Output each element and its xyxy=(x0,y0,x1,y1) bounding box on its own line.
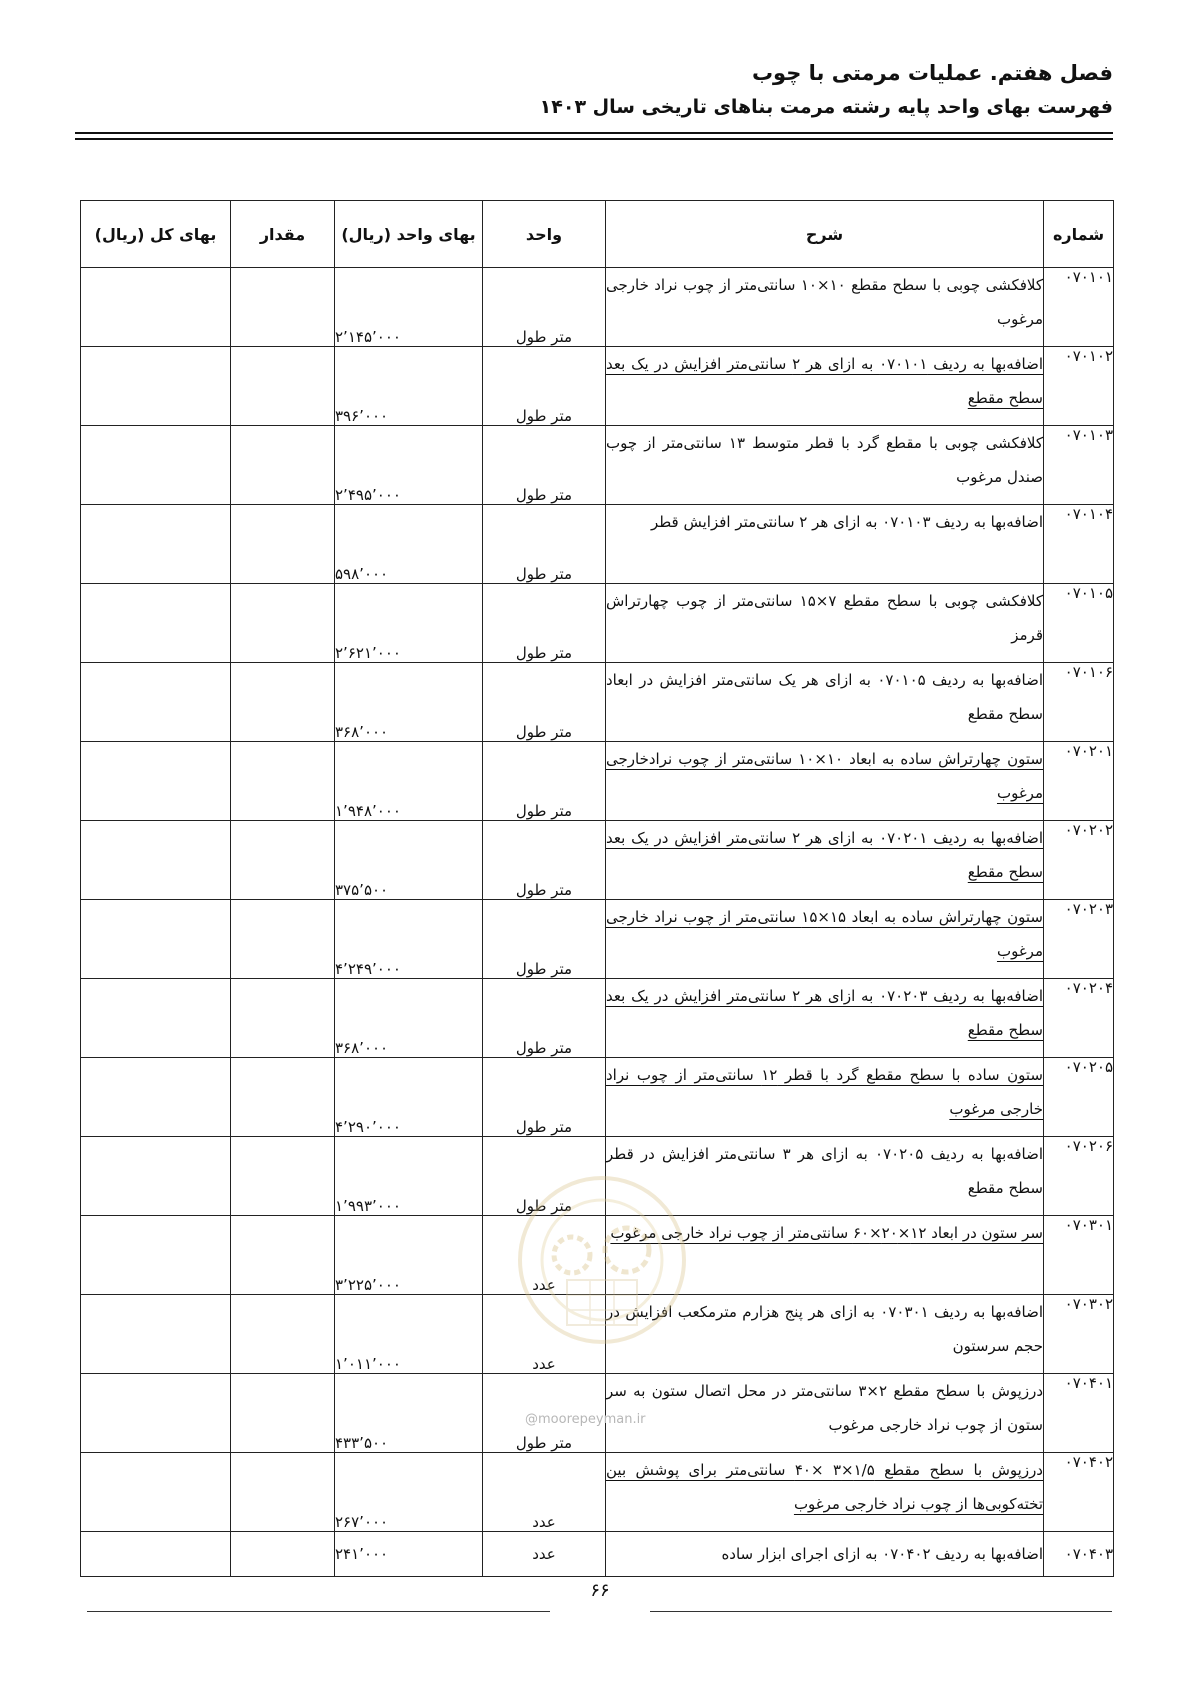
item-description-text: اضافه‌بها به ردیف ۰۷۰۲۰۱ به ازای هر ۲ سانتی‌متر افزایش در یک بعد سطح مقطع xyxy=(606,829,1043,881)
item-description xyxy=(606,505,1044,584)
page-header xyxy=(540,58,1113,122)
table-row xyxy=(81,426,1114,505)
item-unit: متر طول xyxy=(483,426,606,505)
item-description-text: کلافکشی چوبی با مقطع گرد با قطر متوسط ۱۳ سانتی‌متر از چوب صندل مرغوب xyxy=(606,434,1044,486)
item-total-price xyxy=(81,1532,231,1577)
item-number: ۰۷۰۲۰۳ xyxy=(1044,900,1114,979)
table-body xyxy=(81,268,1114,1577)
item-quantity xyxy=(231,1216,335,1295)
item-description xyxy=(606,1295,1044,1374)
item-unit: متر طول xyxy=(483,979,606,1058)
item-unit-price: ۴٬۲۴۹٬۰۰۰ xyxy=(335,900,483,979)
item-description xyxy=(606,1532,1044,1577)
item-description-text: اضافه‌بها به ردیف ۰۷۰۱۰۱ به ازای هر ۲ سانتی‌متر افزایش در یک بعد سطح مقطع xyxy=(606,355,1043,407)
item-quantity xyxy=(231,268,335,347)
item-total-price xyxy=(81,347,231,426)
table-row xyxy=(81,821,1114,900)
item-total-price xyxy=(81,821,231,900)
item-number: ۰۷۰۲۰۵ xyxy=(1044,1058,1114,1137)
table-header-row xyxy=(81,201,1114,268)
item-number: ۰۷۰۱۰۳ xyxy=(1044,426,1114,505)
column-header-quantity: مقدار xyxy=(231,201,335,268)
table-row xyxy=(81,900,1114,979)
item-unit-price: ۳۹۶٬۰۰۰ xyxy=(335,347,483,426)
item-unit: متر طول xyxy=(483,1137,606,1216)
item-total-price xyxy=(81,742,231,821)
item-description xyxy=(606,979,1044,1058)
item-description-text: ستون چهارتراش ساده به ابعاد ۱۵×۱۵ سانتی‌متر از چوب نراد خارجی مرغوب xyxy=(606,908,1044,960)
item-description xyxy=(606,347,1044,426)
item-unit: عدد xyxy=(483,1216,606,1295)
item-number: ۰۷۰۲۰۶ xyxy=(1044,1137,1114,1216)
document-subtitle: فهرست بهای واحد پایه رشته مرمت بناهای تاریخی سال ۱۴۰۳ xyxy=(539,96,1113,118)
item-unit: متر طول xyxy=(483,584,606,663)
item-unit: متر طول xyxy=(483,821,606,900)
footer-rule-left xyxy=(87,1611,550,1612)
item-quantity xyxy=(231,900,335,979)
item-quantity xyxy=(231,347,335,426)
item-unit-price: ۱٬۹۹۳٬۰۰۰ xyxy=(335,1137,483,1216)
item-unit: متر طول xyxy=(483,1058,606,1137)
item-number: ۰۷۰۴۰۲ xyxy=(1044,1453,1114,1532)
chapter-title: فصل هفتم. عملیات مرمتی با چوب xyxy=(751,61,1113,85)
item-unit-price: ۳۶۸٬۰۰۰ xyxy=(335,979,483,1058)
item-quantity xyxy=(231,979,335,1058)
table-row xyxy=(81,1216,1114,1295)
table-row xyxy=(81,584,1114,663)
item-unit: متر طول xyxy=(483,742,606,821)
table-row xyxy=(81,1532,1114,1577)
item-description xyxy=(606,268,1044,347)
table-row xyxy=(81,1137,1114,1216)
item-unit-price: ۴۳۳٬۵۰۰ xyxy=(335,1374,483,1453)
column-header-total-price: بهای کل (ریال) xyxy=(81,201,231,268)
item-quantity xyxy=(231,1137,335,1216)
item-description-text: اضافه‌بها به ردیف ۰۷۰۱۰۵ به ازای هر یک سانتی‌متر افزایش در ابعاد سطح مقطع xyxy=(606,671,1043,723)
item-description-text: کلافکشی چوبی با سطح مقطع ۱۰×۱۰ سانتی‌متر از چوب نراد خارجی مرغوب xyxy=(606,276,1043,328)
item-description-text: ستون ساده با سطح مقطع گرد با قطر ۱۲ سانتی‌متر از چوب نراد خارجی مرغوب xyxy=(606,1066,1043,1118)
item-quantity xyxy=(231,742,335,821)
item-total-price xyxy=(81,268,231,347)
page-number: ۶۶ xyxy=(590,1580,610,1601)
item-total-price xyxy=(81,1216,231,1295)
item-unit-price: ۱٬۹۴۸٬۰۰۰ xyxy=(335,742,483,821)
price-table xyxy=(80,200,1114,1577)
item-number: ۰۷۰۱۰۱ xyxy=(1044,268,1114,347)
item-total-price xyxy=(81,900,231,979)
column-header-number: شماره xyxy=(1044,201,1114,268)
item-quantity xyxy=(231,505,335,584)
table-row xyxy=(81,742,1114,821)
item-unit: متر طول xyxy=(483,268,606,347)
item-description xyxy=(606,742,1044,821)
item-quantity xyxy=(231,1532,335,1577)
item-quantity xyxy=(231,1295,335,1374)
item-description xyxy=(606,1374,1044,1453)
item-total-price xyxy=(81,1137,231,1216)
item-unit: عدد xyxy=(483,1453,606,1532)
item-unit: عدد xyxy=(483,1532,606,1577)
item-unit-price: ۲٬۶۲۱٬۰۰۰ xyxy=(335,584,483,663)
header-rule-double xyxy=(75,138,1113,140)
table-row xyxy=(81,1295,1114,1374)
item-unit-price: ۲٬۴۹۵٬۰۰۰ xyxy=(335,426,483,505)
item-unit-price: ۲٬۱۴۵٬۰۰۰ xyxy=(335,268,483,347)
item-description-text: کلافکشی چوبی با سطح مقطع ۷×۱۵ سانتی‌متر از چوب چهارتراش قرمز xyxy=(606,592,1043,644)
item-description xyxy=(606,821,1044,900)
item-unit-price: ۳٬۲۲۵٬۰۰۰ xyxy=(335,1216,483,1295)
item-description-text: اضافه‌بها به ردیف ۰۷۰۱۰۳ به ازای هر ۲ سانتی‌متر افزایش قطر xyxy=(650,513,1043,531)
item-number: ۰۷۰۲۰۱ xyxy=(1044,742,1114,821)
item-total-price xyxy=(81,1453,231,1532)
item-number: ۰۷۰۱۰۴ xyxy=(1044,505,1114,584)
item-unit-price: ۳۶۸٬۰۰۰ xyxy=(335,663,483,742)
item-description-text: سر ستون در ابعاد ۱۲×۲۰×۶۰ سانتی‌متر از چوب نراد خارجی مرغوب xyxy=(610,1224,1043,1242)
item-total-price xyxy=(81,584,231,663)
item-unit-price: ۵۹۸٬۰۰۰ xyxy=(335,505,483,584)
item-number: ۰۷۰۱۰۵ xyxy=(1044,584,1114,663)
item-unit: متر طول xyxy=(483,347,606,426)
table-row xyxy=(81,347,1114,426)
item-description-text: اضافه‌بها به ردیف ۰۷۰۴۰۲ به ازای اجرای ابزار ساده xyxy=(721,1545,1043,1563)
item-description-text: اضافه‌بها به ردیف ۰۷۰۲۰۳ به ازای هر ۲ سانتی‌متر افزایش در یک بعد سطح مقطع xyxy=(606,987,1043,1039)
item-description xyxy=(606,1216,1044,1295)
item-quantity xyxy=(231,584,335,663)
item-total-price xyxy=(81,1374,231,1453)
watermark-url: @moorepeyman.ir xyxy=(525,1412,646,1427)
item-description xyxy=(606,900,1044,979)
item-description xyxy=(606,584,1044,663)
item-quantity xyxy=(231,1374,335,1453)
item-quantity xyxy=(231,821,335,900)
item-description-text: درزپوش با سطح مقطع ۲×۳ سانتی‌متر در محل اتصال ستون به سر ستون از چوب نراد خارجی مرغوب xyxy=(606,1382,1044,1434)
item-unit-price: ۴٬۲۹۰٬۰۰۰ xyxy=(335,1058,483,1137)
item-unit: متر طول xyxy=(483,663,606,742)
item-quantity xyxy=(231,1453,335,1532)
item-number: ۰۷۰۴۰۳ xyxy=(1044,1532,1114,1577)
item-description xyxy=(606,1058,1044,1137)
item-description xyxy=(606,1137,1044,1216)
item-description-text: درزپوش با سطح مقطع ۱/۵×۳ ×۴۰ سانتی‌متر برای پوشش بین تخته‌کوبی‌ها از چوب نراد خارجی مرغوب xyxy=(606,1461,1043,1513)
item-number: ۰۷۰۱۰۲ xyxy=(1044,347,1114,426)
item-quantity xyxy=(231,1058,335,1137)
column-header-unit-price: بهای واحد (ریال) xyxy=(335,201,483,268)
item-description xyxy=(606,426,1044,505)
item-unit-price: ۱٬۰۱۱٬۰۰۰ xyxy=(335,1295,483,1374)
item-number: ۰۷۰۲۰۲ xyxy=(1044,821,1114,900)
item-total-price xyxy=(81,1295,231,1374)
table-row xyxy=(81,1058,1114,1137)
item-number: ۰۷۰۱۰۶ xyxy=(1044,663,1114,742)
item-total-price xyxy=(81,663,231,742)
table-row xyxy=(81,663,1114,742)
item-unit: عدد xyxy=(483,1295,606,1374)
table-row xyxy=(81,505,1114,584)
table-row xyxy=(81,268,1114,347)
item-number: ۰۷۰۲۰۴ xyxy=(1044,979,1114,1058)
item-unit: متر طول xyxy=(483,900,606,979)
item-description xyxy=(606,1453,1044,1532)
column-header-unit: واحد xyxy=(483,201,606,268)
footer-rule-right xyxy=(650,1611,1112,1612)
item-description xyxy=(606,663,1044,742)
item-number: ۰۷۰۳۰۱ xyxy=(1044,1216,1114,1295)
column-header-description: شرح xyxy=(606,201,1044,268)
item-quantity xyxy=(231,426,335,505)
item-description-text: اضافه‌بها به ردیف ۰۷۰۲۰۵ به ازای هر ۳ سانتی‌متر افزایش در قطر سطح مقطع xyxy=(606,1145,1044,1197)
item-unit: متر طول xyxy=(483,1374,606,1453)
item-quantity xyxy=(231,663,335,742)
item-number: ۰۷۰۳۰۲ xyxy=(1044,1295,1114,1374)
item-total-price xyxy=(81,979,231,1058)
header-rule xyxy=(75,132,1113,134)
table-row xyxy=(81,1453,1114,1532)
item-total-price xyxy=(81,426,231,505)
item-total-price xyxy=(81,1058,231,1137)
item-description-text: ستون چهارتراش ساده به ابعاد ۱۰×۱۰ سانتی‌متر از چوب نرادخارجی مرغوب xyxy=(606,750,1043,802)
item-unit-price: ۲۴۱٬۰۰۰ xyxy=(335,1532,483,1577)
item-description-text: اضافه‌بها به ردیف ۰۷۰۳۰۱ به ازای هر پنج هزارم مترمکعب افزایش در حجم سرستون xyxy=(606,1303,1043,1355)
item-unit-price: ۳۷۵٬۵۰۰ xyxy=(335,821,483,900)
item-unit-price: ۲۶۷٬۰۰۰ xyxy=(335,1453,483,1532)
item-number: ۰۷۰۴۰۱ xyxy=(1044,1374,1114,1453)
table-row xyxy=(81,979,1114,1058)
item-unit: متر طول xyxy=(483,505,606,584)
item-total-price xyxy=(81,505,231,584)
